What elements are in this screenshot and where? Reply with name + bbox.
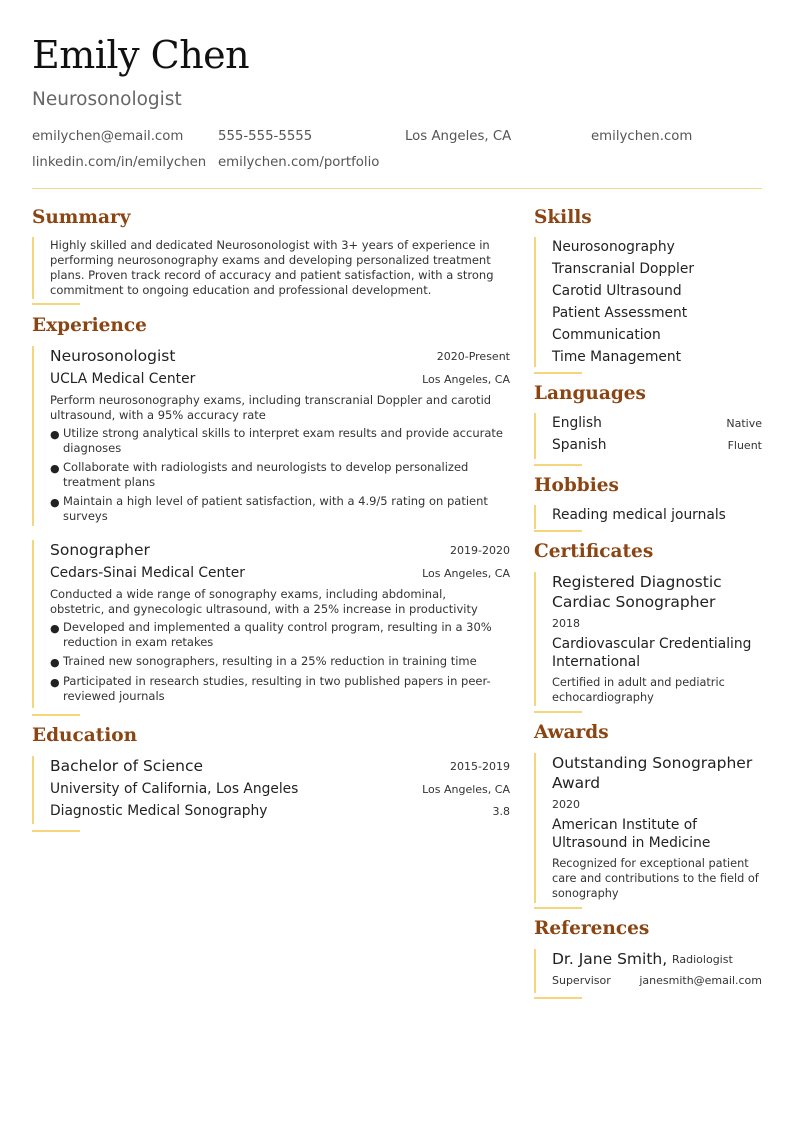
awards-divider	[534, 907, 582, 909]
job2-dates: 2019-2020	[450, 544, 510, 557]
award-issuer-line2: Ultrasound in Medicine	[552, 835, 711, 851]
education-accent-bar	[32, 756, 34, 824]
candidate-title: Neurosonologist	[32, 89, 182, 110]
language-name: Spanish	[552, 437, 607, 453]
summary-heading: Summary	[32, 207, 131, 228]
job1-description: Perform neurosonography exams, including transcranial Doppler and carotid ultrasound, with a 95% accuracy rate	[50, 393, 492, 422]
job1-bullet-2: Collaborate with radiologists and neurologists to develop personalized treatment plans	[63, 460, 469, 489]
job1-bullet-3: Maintain a high level of patient satisfaction, with a 4.9/5 rating on patient surveys	[63, 494, 488, 523]
education-location: Los Angeles, CA	[422, 783, 510, 796]
skill-item: Carotid Ultrasound	[552, 283, 682, 299]
job2-bullet-2: Trained new sonographers, resulting in a 25% reduction in training time	[63, 654, 477, 668]
education-gpa: 3.8	[492, 805, 510, 818]
job2-location: Los Angeles, CA	[422, 567, 510, 580]
hobbies-heading: Hobbies	[534, 475, 619, 496]
awards-accent-bar	[534, 753, 536, 903]
references-accent-bar	[534, 949, 536, 993]
hobbies-accent-bar	[534, 505, 536, 529]
languages-accent-bar	[534, 413, 536, 459]
hobby-item: Reading medical journals	[552, 507, 726, 523]
job1-title: Neurosonologist	[50, 347, 176, 365]
education-school: University of California, Los Angeles	[50, 781, 299, 797]
contact-phone[interactable]: 555-555-5555	[218, 129, 313, 144]
language-level: Native	[726, 417, 762, 430]
award-desc-line3: sonography	[552, 887, 619, 900]
reference-email[interactable]: janesmith@email.com	[639, 974, 762, 987]
certificates-heading: Certificates	[534, 541, 654, 562]
education-divider	[32, 830, 80, 832]
contact-linkedin[interactable]: linkedin.com/in/emilychen	[32, 155, 207, 170]
job2-bullet-1: Developed and implemented a quality control program, resulting in a 30% reduction in exam retakes	[63, 620, 492, 649]
skills-accent-bar	[534, 237, 536, 367]
job1-dates: 2020-Present	[436, 350, 510, 363]
certificate-title-line2: Cardiac Sonographer	[552, 593, 716, 611]
award-title-line2: Award	[552, 774, 601, 792]
skill-item: Time Management	[552, 349, 682, 365]
education-dates: 2015-2019	[450, 760, 510, 773]
education-degree: Bachelor of Science	[50, 757, 204, 775]
language-name: English	[552, 415, 602, 431]
award-title-line1: Outstanding Sonographer	[552, 754, 753, 772]
bullet-dot: ●	[50, 622, 60, 635]
header-divider	[32, 188, 762, 189]
skill-item: Communication	[552, 327, 661, 343]
certificate-issuer-line1: Cardiovascular Credentialing	[552, 636, 752, 652]
skill-item: Neurosonography	[552, 239, 675, 255]
skills-divider	[534, 372, 582, 374]
job2-accent-bar	[32, 540, 34, 708]
contact-email[interactable]: emilychen@email.com	[32, 129, 184, 144]
job1-company: UCLA Medical Center	[50, 371, 196, 387]
certificates-accent-bar	[534, 572, 536, 706]
job2-company: Cedars-Sinai Medical Center	[50, 565, 245, 581]
awards-heading: Awards	[534, 722, 609, 743]
summary-divider	[32, 303, 80, 305]
references-heading: References	[534, 918, 650, 939]
bullet-dot: ●	[50, 656, 60, 669]
certificate-title-line1: Registered Diagnostic	[552, 573, 722, 591]
skills-heading: Skills	[534, 207, 592, 228]
award-year: 2020	[552, 798, 580, 811]
contact-website[interactable]: emilychen.com	[591, 129, 693, 144]
certificate-issuer-line2: International	[552, 654, 641, 670]
bullet-dot: ●	[50, 496, 60, 509]
candidate-name: Emily Chen	[32, 33, 250, 77]
certificates-divider	[534, 711, 582, 713]
job2-title: Sonographer	[50, 541, 150, 559]
summary-accent-bar	[32, 237, 34, 299]
award-issuer-line1: American Institute of	[552, 817, 698, 833]
bullet-dot: ●	[50, 676, 60, 689]
award-desc-line1: Recognized for exceptional patient	[552, 857, 749, 870]
job1-bullet-1: Utilize strong analytical skills to interpret exam results and provide accurate diagnoses	[63, 426, 503, 455]
languages-heading: Languages	[534, 383, 646, 404]
contact-portfolio[interactable]: emilychen.com/portfolio	[218, 155, 380, 170]
education-heading: Education	[32, 725, 138, 746]
skill-item: Transcranial Doppler	[552, 261, 694, 277]
hobbies-divider	[534, 530, 582, 532]
job2-bullet-3: Participated in research studies, resulting in two published papers in peer-reviewed journals	[63, 674, 491, 703]
job2-description: Conducted a wide range of sonography exams, including abdominal, obstetric, and gynecologic ultrasound, with a 25% increase in productivity	[50, 587, 478, 616]
certificate-desc-line2: echocardiography	[552, 691, 654, 704]
reference-role: Radiologist	[672, 953, 733, 966]
skill-item: Patient Assessment	[552, 305, 688, 321]
reference-position: Supervisor	[552, 974, 611, 987]
job1-location: Los Angeles, CA	[422, 373, 510, 386]
certificate-year: 2018	[552, 617, 580, 630]
education-field: Diagnostic Medical Sonography	[50, 803, 268, 819]
language-level: Fluent	[727, 439, 762, 452]
certificate-desc-line1: Certified in adult and pediatric	[552, 676, 725, 689]
languages-divider	[534, 464, 582, 466]
reference-name: Dr. Jane Smith,	[552, 950, 668, 968]
references-divider	[534, 997, 582, 999]
award-desc-line2: care and contributions to the field of	[552, 872, 759, 885]
contact-location: Los Angeles, CA	[405, 129, 512, 144]
bullet-dot: ●	[50, 462, 60, 475]
bullet-dot: ●	[50, 428, 60, 441]
experience-divider	[32, 714, 80, 716]
summary-text: Highly skilled and dedicated Neurosonologist with 3+ years of experience in performing neurosonography exams and developing personalized treatment plans. Proven track record of accuracy and patient satisfaction, with a strong commitment to ongoing education and professional development.	[50, 238, 494, 297]
job1-accent-bar	[32, 346, 34, 526]
experience-heading: Experience	[32, 315, 147, 336]
